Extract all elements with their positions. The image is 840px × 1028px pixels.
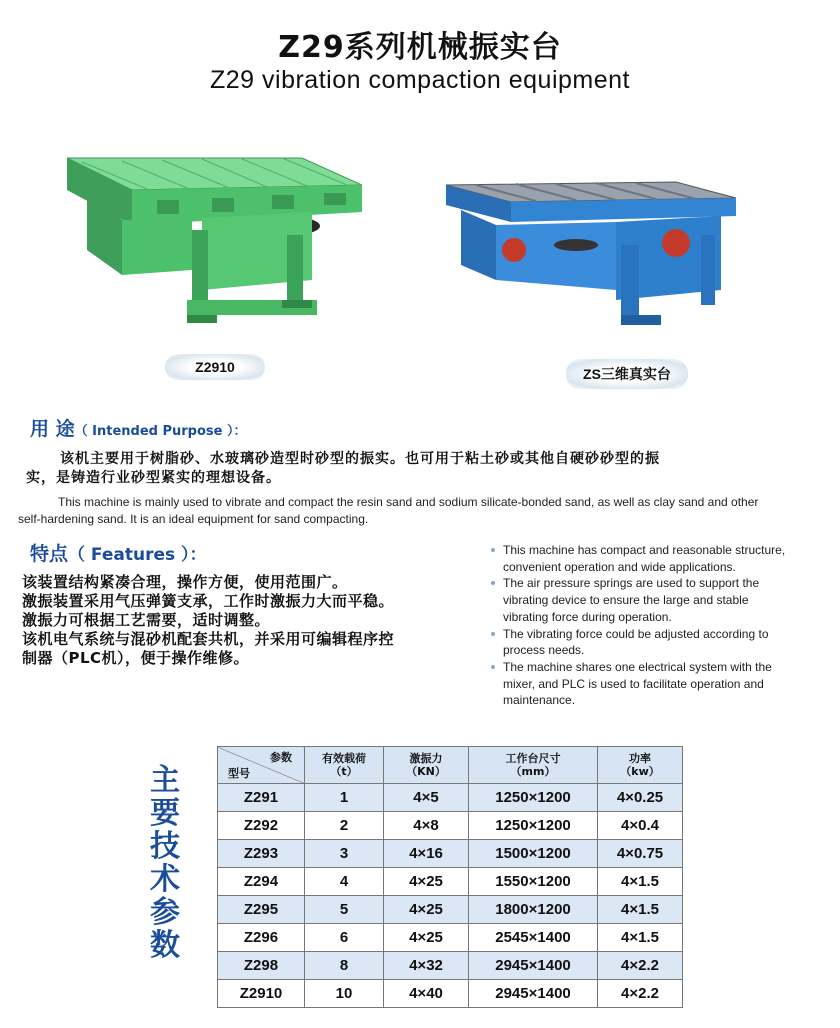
feature-cn-line: 该装置结构紧凑合理，操作方便，使用范围广。	[22, 573, 348, 591]
table-row	[218, 924, 683, 952]
load-cell: 1	[305, 784, 384, 812]
power-cell: 4×0.25	[598, 784, 683, 812]
power-cell: 4×1.5	[598, 896, 683, 924]
page-title-cn: Z29系列机械振实台	[278, 30, 562, 65]
table-row	[218, 840, 683, 868]
model-cell: Z293	[218, 840, 305, 868]
spec-title-char: 技	[150, 829, 180, 864]
green-machine-caption: Z2910	[165, 354, 265, 380]
size-cell: 2945×1400	[469, 980, 598, 1008]
size-cell: 1500×1200	[469, 840, 598, 868]
power-cell: 4×2.2	[598, 952, 683, 980]
force-cell: 4×40	[384, 980, 469, 1008]
feature-en-item	[491, 542, 811, 575]
bullet-icon	[491, 632, 495, 636]
diag-bottom-label: 型号	[228, 767, 250, 780]
header-line: （mm）	[510, 765, 556, 778]
size-cell: 1250×1200	[469, 812, 598, 840]
features-heading-en: （ Features ）：	[68, 545, 207, 565]
spec-title-char: 参	[150, 895, 180, 930]
blue-machine-caption: ZS三维真实台	[566, 359, 688, 389]
blue-machine-image	[436, 150, 742, 340]
header-line: （t）	[330, 765, 358, 778]
header-cell	[469, 747, 598, 784]
size-cell: 1550×1200	[469, 868, 598, 896]
feature-en-line: This machine has compact and reasonable structure,	[503, 543, 786, 557]
feature-en-item	[491, 575, 811, 625]
features-list-cn	[22, 573, 492, 668]
size-cell: 1800×1200	[469, 896, 598, 924]
power-cell: 4×1.5	[598, 868, 683, 896]
size-cell: 1250×1200	[469, 784, 598, 812]
header-line: （kw）	[620, 765, 660, 778]
load-cell: 8	[305, 952, 384, 980]
size-cell: 2545×1400	[469, 924, 598, 952]
load-cell: 10	[305, 980, 384, 1008]
table-row	[218, 896, 683, 924]
model-cell: Z291	[218, 784, 305, 812]
spec-title-char: 数	[150, 928, 180, 963]
load-cell: 3	[305, 840, 384, 868]
feature-en-line: maintenance.	[503, 693, 576, 708]
spec-table	[217, 746, 683, 1008]
power-cell: 4×0.4	[598, 812, 683, 840]
load-cell: 6	[305, 924, 384, 952]
model-cell: Z292	[218, 812, 305, 840]
feature-cn-line: 激振装置采用气压弹簧支承，工作时激振力大而平稳。	[22, 592, 395, 610]
model-cell: Z298	[218, 952, 305, 980]
table-row	[218, 980, 683, 1008]
feature-en-line: process needs.	[503, 643, 585, 658]
header-line: 工作台尺寸	[505, 752, 561, 765]
diag-header-cell	[218, 747, 305, 784]
model-cell: Z294	[218, 868, 305, 896]
feature-en-item	[491, 626, 811, 659]
load-cell: 5	[305, 896, 384, 924]
model-cell: Z295	[218, 896, 305, 924]
header-cell	[305, 747, 384, 784]
model-cell: Z2910	[218, 980, 305, 1008]
power-cell: 4×0.75	[598, 840, 683, 868]
bullet-icon	[491, 665, 495, 669]
purpose-cn-line: 该机主要用于树脂砂、水玻璃砂造型时砂型的振实。也可用于粘土砂或其他自硬砂砂型的振	[60, 451, 660, 467]
header-line: 有效载荷	[322, 752, 366, 765]
model-cell: Z296	[218, 924, 305, 952]
table-header-row	[218, 747, 683, 784]
force-cell: 4×25	[384, 868, 469, 896]
purpose-en-line: self-hardening sand. It is an ideal equipment for sand compacting.	[18, 512, 369, 526]
feature-en-item	[491, 659, 811, 709]
spec-vertical-title	[145, 764, 185, 962]
spec-title-char: 术	[150, 862, 180, 897]
features-list-en	[491, 542, 811, 709]
feature-cn-line: 激振力可根据工艺需要，适时调整。	[22, 611, 271, 629]
table-row	[218, 812, 683, 840]
features-heading	[30, 539, 207, 566]
purpose-heading	[30, 414, 247, 441]
feature-cn-line: 制器（PLC机），便于操作维修。	[22, 649, 250, 667]
features-heading-cn: 特点	[30, 543, 69, 565]
purpose-cn-line: 实，是铸造行业砂型紧实的理想设备。	[26, 470, 281, 486]
feature-en-line: convenient operation and wide applications.	[503, 559, 736, 574]
load-cell: 2	[305, 812, 384, 840]
diag-top-label: 参数	[270, 751, 292, 764]
header-line: 功率	[629, 752, 651, 765]
force-cell: 4×5	[384, 784, 469, 812]
force-cell: 4×8	[384, 812, 469, 840]
feature-cn-line: 该机电气系统与混砂机配套共机，并采用可编辑程序控	[22, 630, 395, 648]
force-cell: 4×32	[384, 952, 469, 980]
feature-en-line: The air pressure springs are used to support the	[503, 576, 760, 591]
size-cell: 2945×1400	[469, 952, 598, 980]
feature-en-line: vibrating device to ensure the large and stable	[503, 593, 749, 608]
purpose-text-en	[18, 494, 818, 528]
feature-en-line: vibrating force during operation.	[503, 609, 672, 624]
force-cell: 4×25	[384, 924, 469, 952]
header-line: （KN）	[406, 765, 446, 778]
load-cell: 4	[305, 868, 384, 896]
table-row	[218, 784, 683, 812]
power-cell: 4×1.5	[598, 924, 683, 952]
feature-en-line: The vibrating force could be adjusted according to	[503, 626, 769, 641]
table-row	[218, 868, 683, 896]
purpose-heading-cn: 用 途	[30, 418, 75, 440]
purpose-text-cn	[26, 450, 816, 488]
power-cell: 4×2.2	[598, 980, 683, 1008]
green-machine-image	[62, 150, 362, 340]
header-cell	[384, 747, 469, 784]
header-cell	[598, 747, 683, 784]
page-title-en: Z29 vibration compaction equipment	[209, 66, 630, 94]
force-cell: 4×16	[384, 840, 469, 868]
table-row	[218, 952, 683, 980]
feature-en-line: The machine shares one electrical system with the	[503, 659, 772, 674]
purpose-en-line: This machine is mainly used to vibrate and compact the resin sand and sodium silicate-bonded sand, as well as clay sand and other	[58, 495, 759, 509]
spec-title-char: 要	[150, 796, 180, 831]
bullet-icon	[491, 581, 495, 585]
feature-en-line: mixer, and PLC is used to facilitate operation and	[503, 676, 764, 691]
purpose-heading-en: （ Intended Purpose ）：	[74, 424, 247, 439]
header-line: 激振力	[409, 752, 443, 765]
bullet-icon	[491, 548, 495, 552]
force-cell: 4×25	[384, 896, 469, 924]
spec-title-char: 主	[150, 763, 180, 798]
